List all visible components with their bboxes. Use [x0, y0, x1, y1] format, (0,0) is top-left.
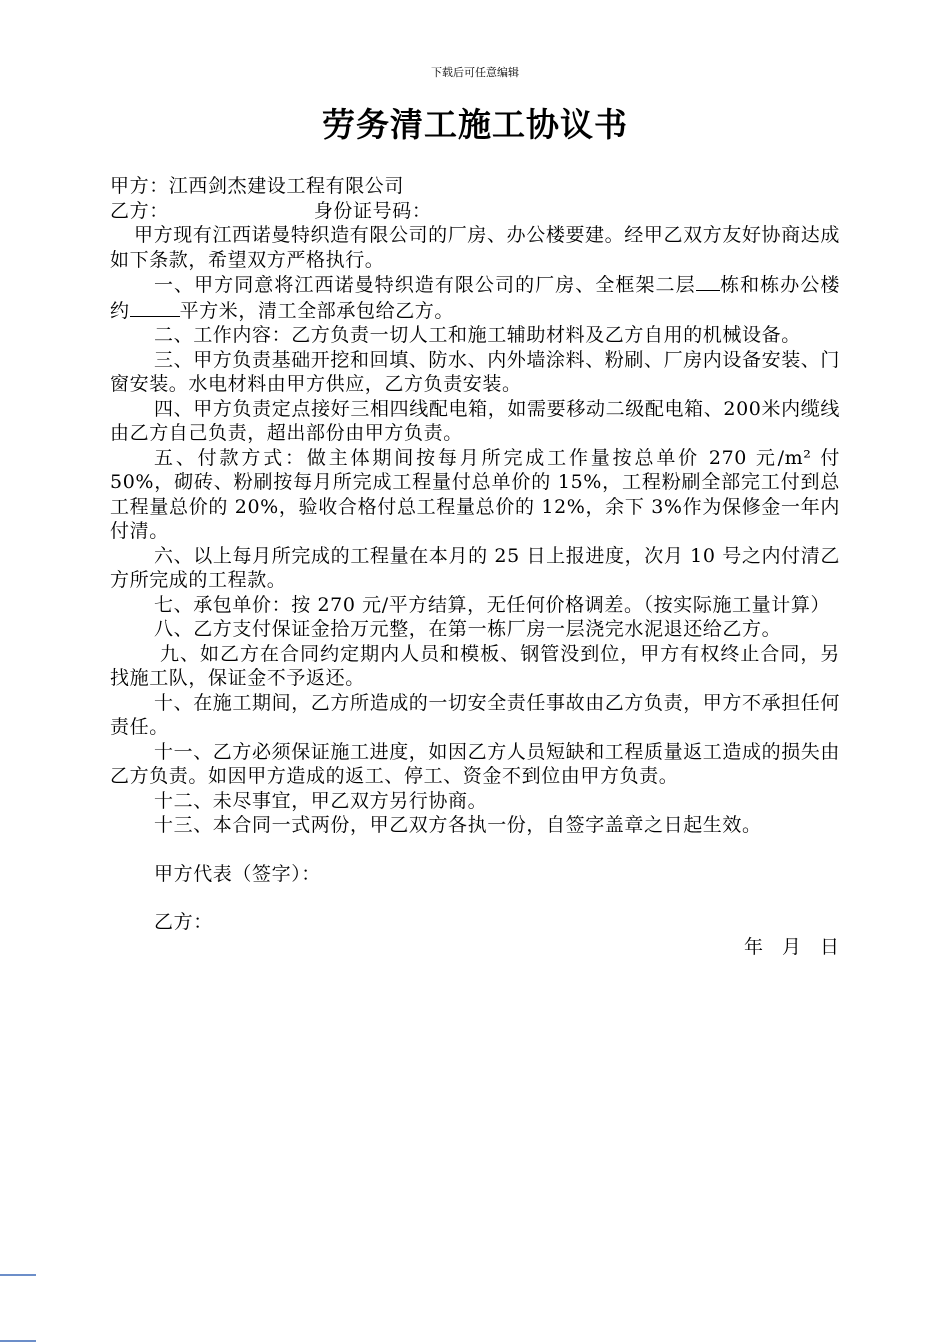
- clause-13: 十三、本合同一式两份，甲乙双方各执一份，自签字盖章之日起生效。: [154, 814, 762, 836]
- clause-11: 十一、乙方必须保证施工进度，如因乙方人员短缺和工程质量返工造成的损失由乙方负责。如因甲方造成的返工、停工、资金不到位由甲方负责。: [110, 740, 841, 787]
- id-number-label: 身份证号码：: [313, 199, 432, 222]
- clause-10: 十、在施工期间，乙方所造成的一切安全责任事故由乙方负责，甲方不承担任何责任。: [110, 691, 841, 738]
- clause-7: 七、承包单价：按 270 元/平方结算，无任何价格调差。（按实际施工量计算）: [154, 593, 831, 616]
- clause-9: 九、如乙方在合同约定期内人员和模板、钢管没到位，甲方有权终止合同，另找施工队，保证金不予返还。: [110, 642, 840, 689]
- date-month: 月: [781, 935, 802, 958]
- signing-date: [110, 935, 840, 960]
- date-day: 日: [819, 935, 840, 958]
- party-a-line: 甲方：江西剑杰建设工程有限公司: [110, 175, 405, 197]
- agreement-body: [110, 174, 840, 959]
- header-note: 下载后可任意编辑: [431, 66, 519, 79]
- clause-12: 十二、未尽事宜，甲乙双方另行协商。: [154, 789, 488, 812]
- party-b-signature: 乙方：: [154, 911, 213, 933]
- clause-4: 四、甲方负责定点接好三相四线配电箱，如需要移动二级配电箱、200米内缆线由乙方自己负责，超出部份由甲方负责。: [110, 397, 840, 444]
- building-count-blank: [696, 272, 720, 291]
- party-b-label: 乙方：: [110, 199, 169, 222]
- party-a-signature: 甲方代表（签字）：: [154, 862, 321, 885]
- clause-6: 六、以上每月所完成的工程量在本月的 25 日上报进度，次月 10 号之内付清乙方所完成的工程款。: [110, 544, 840, 591]
- clause-1: [110, 272, 840, 323]
- document-title: 劳务清工施工协议书: [322, 105, 628, 144]
- clause-1-part-1: 一、甲方同意将江西诺曼特织造有限公司的厂房、全框架二层: [154, 274, 696, 296]
- clause-5: 五、付款方式：做主体期间按每月所完成工作量按总单价 270 元/m² 付 50%，砌砖、粉刷按每月所完成工程量付总单价的 15%，工程粉刷全部完工付到总工程量总价的 20%，验收合格付总工程量总价的 12%，余下 3%作为保修金一年内付清。: [110, 446, 840, 542]
- party-b-line: [110, 199, 840, 224]
- date-year: 年: [743, 935, 764, 958]
- clause-2: 二、工作内容：乙方负责一切人工和施工辅助材料及乙方自用的机械设备。: [154, 324, 801, 346]
- area-blank: [130, 298, 180, 317]
- clause-8: 八、乙方支付保证金拾万元整，在第一栋厂房一层浇完水泥退还给乙方。: [154, 618, 782, 640]
- clause-1-part-3: 平方米，清工全部承包给乙方。: [179, 299, 455, 322]
- clause-1-part-2: 栋和栋办公楼约: [110, 274, 841, 322]
- page-edge-marker: [0, 1274, 36, 1276]
- page-edge-marker: [0, 1340, 36, 1342]
- clause-3: 三、甲方负责基础开挖和回填、防水、内外墙涂料、粉刷、厂房内设备安装、门窗安装。水电材料由甲方供应，乙方负责安装。: [110, 348, 841, 395]
- intro-paragraph: 甲方现有江西诺曼特织造有限公司的厂房、办公楼要建。经甲乙双方友好协商达成如下条款，希望双方严格执行。: [110, 224, 840, 271]
